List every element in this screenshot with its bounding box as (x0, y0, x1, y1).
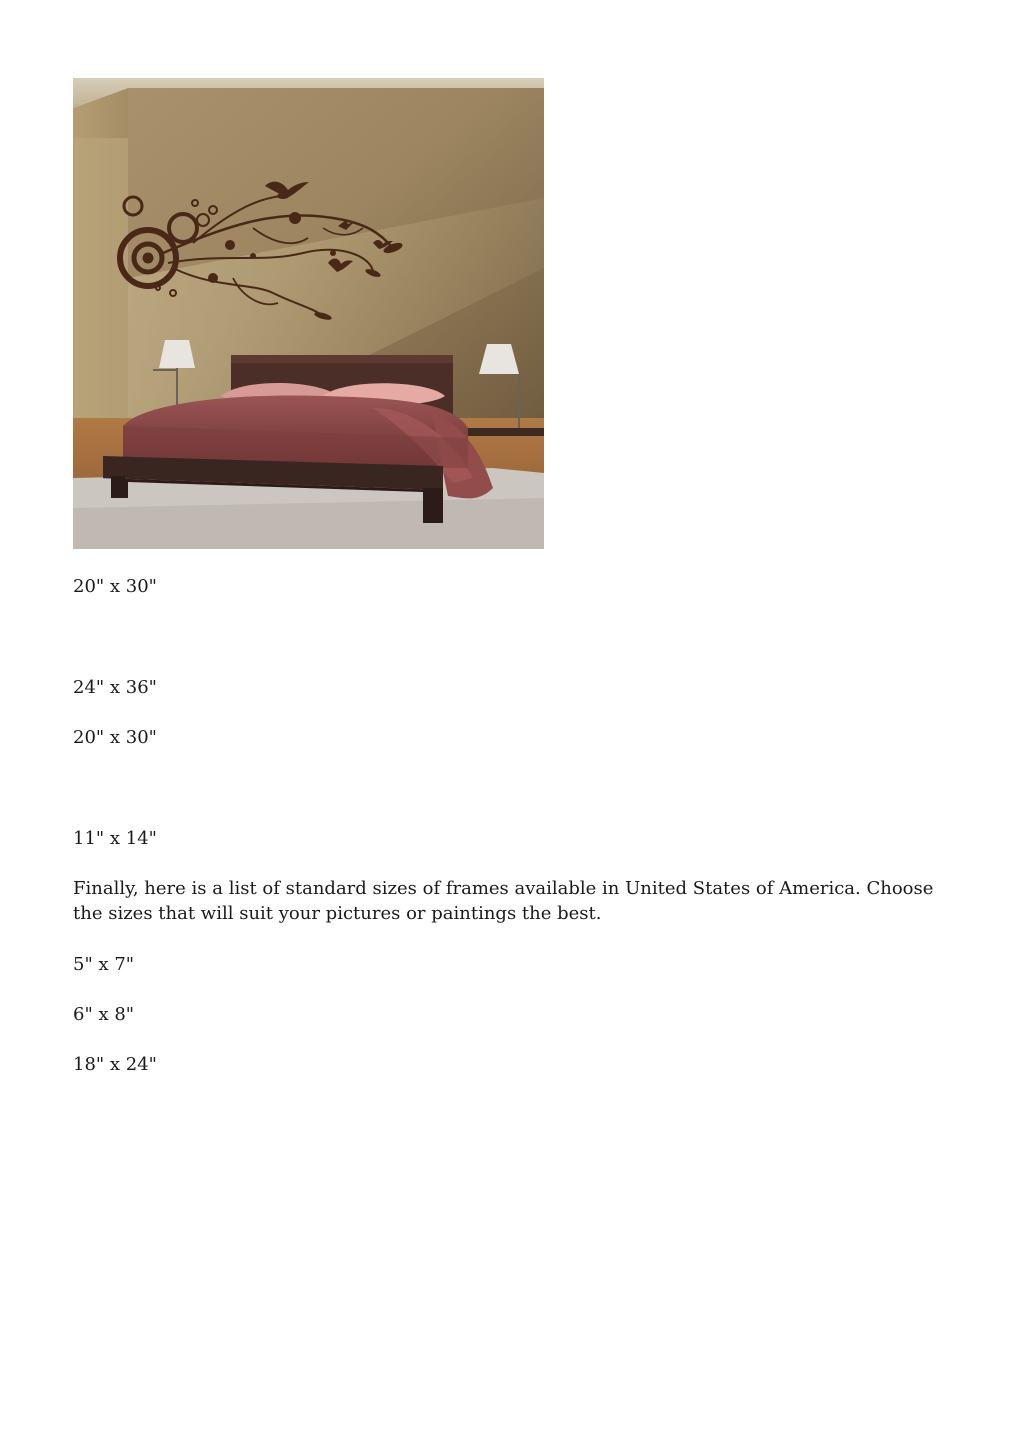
size-line-2: 24" x 36" (73, 677, 157, 698)
size-line-1: 20" x 30" (73, 576, 157, 597)
frame-size-1: 5" x 7" (73, 954, 135, 975)
size-line-4: 11" x 14" (73, 828, 157, 849)
frame-size-3: 18" x 24" (73, 1054, 157, 1075)
frame-sizes-intro: Finally, here is a list of standard sizes of frames available in United States of America. Choose the sizes that will suit your pictures or paintings the best. (73, 878, 934, 924)
frame-size-2: 6" x 8" (73, 1004, 135, 1025)
size-line-3: 20" x 30" (73, 727, 157, 748)
bedroom-photo (73, 78, 544, 549)
